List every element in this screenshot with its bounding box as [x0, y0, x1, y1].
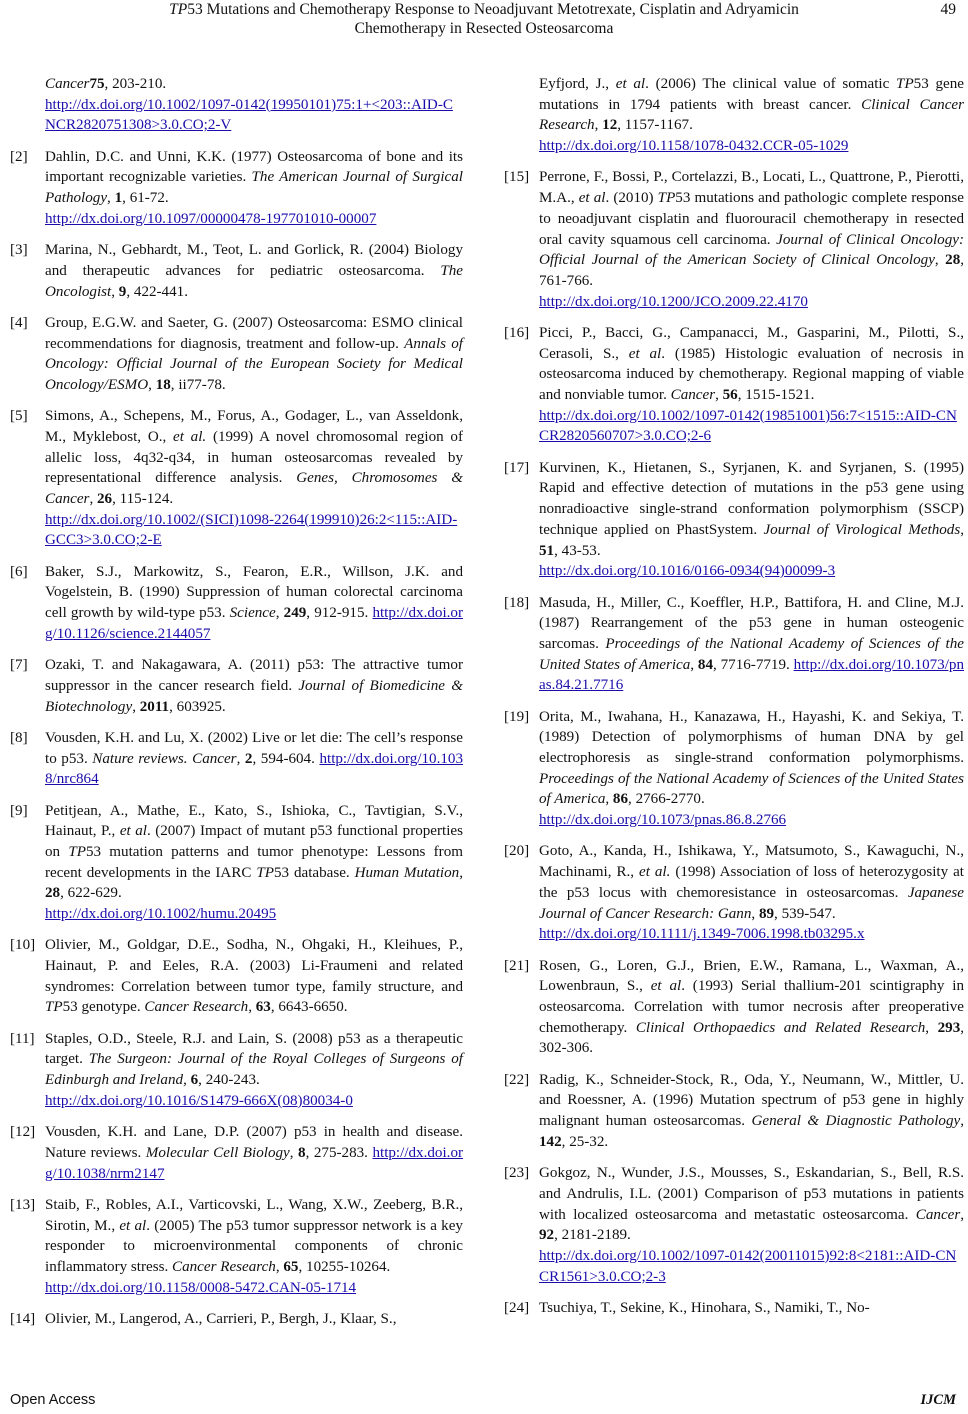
- reference-16: [16] Picci, P., Bacci, G., Campanacci, M., Gasparini, M., Pilotti, S., Cerasoli, S., et al. (1985) Histologic evaluation of necrosis in osteosarcoma induced by chemotherapy. Regional mapping of viable and nonviable tumor. Cancer, 56, 1515-1521. http://dx.doi.org/10.1002/1097-0142(19851001)56:7<1515::AID-CNCR2820560707>3.0.CO;2-6: [504, 324, 964, 445]
- doi-link[interactable]: http://dx.doi.org/10.1200/JCO.2009.22.4170: [539, 293, 808, 310]
- reference-10: [10] Olivier, M., Goldgar, D.E., Sodha, N., Ohgaki, H., Kleihues, P., Hainaut, P. and Eeles, R.A. (2003) Li-Fraumeni and related syndromes: Correlation between tumor type, family structure, and TP53 genotype. Cancer Research, 63, 6643-6650.: [10, 937, 463, 1016]
- reference-9: [9] Petitjean, A., Mathe, E., Kato, S., Ishioka, C., Tavtigian, S.V., Hainaut, P., et al. (2007) Impact of mutant p53 functional properties on TP53 mutation patterns and tumor phenotype: Lessons from recent developments in the IARC TP53 database. Human Mutation, 28, 622-629. http://dx.doi.org/10.1002/humu.20495: [10, 802, 464, 923]
- left-column: [10, 74, 463, 1340]
- journal-abbreviation: IJCM: [920, 1392, 956, 1408]
- reference-5: [5] Simons, A., Schepens, M., Forus, A., Godager, L., van Asseldonk, M., Myklebost, O., et al. (1999) A novel chromosomal region of allelic loss, 4q32-q34, in human osteosarcomas revealed by representational difference analysis. Genes, Chromosomes & Cancer, 26, 115-124. http://dx.doi.org/10.1002/(SICI)1098-2264(199910)26:2<115::AID-GCC3>3.0.CO;2-E: [10, 408, 463, 549]
- doi-link[interactable]: http://dx.doi.org/10.1038/nrc864: [45, 750, 463, 788]
- reference-11: [11] Staples, O.D., Steele, R.J. and Lain, S. (2008) p53 as a therapeutic target. The Surgeon: Journal of the Royal Colleges of Surgeons of Edinburgh and Ireland, 6, 240-243. http://dx.doi.org/10.1016/S1479-666X(08)80034-0: [10, 1030, 463, 1109]
- doi-link[interactable]: http://dx.doi.org/10.1038/nrm2147: [45, 1144, 464, 1182]
- running-title-line-1: TP53 Mutations and Chemotherapy Response to Neoadjuvant Metotrexate, Cisplatin and Adryamicin: [169, 1, 799, 18]
- reference-14: [14] Olivier, M., Langerod, A., Carrieri, P., Bergh, J., Klaar, S.,: [10, 1310, 397, 1327]
- reference-22: [22] Radig, K., Schneider-Stock, R., Oda, Y., Neumann, W., Mittler, U. and Roessner, A. (1996) Mutation spectrum of p53 gene in highly malignant human osteosarcomas. General & Diagnostic Pathology, 142, 25-32.: [504, 1071, 964, 1150]
- right-column: [504, 74, 964, 1329]
- reference-17: [17] Kurvinen, K., Hietanen, S., Syrjanen, K. and Syrjanen, S. (1995) Rapid and effective detection of mutations in the p53 gene using nonradioactive single-strand conformation polymorphism (SSCP) technique applied on PhastSystem. Journal of Virological Methods, 51, 43-53. http://dx.doi.org/10.1016/0166-0934(94)00099-3: [504, 459, 965, 580]
- reference-21: [21] Rosen, G., Loren, G.J., Brien, E.W., Ramana, L., Waxman, A., Lowenbraun, S., et al. (1993) Serial thallium-201 scintigraphy in osteosarcoma. Correlation with tumor necrosis after preoperative chemotherapy. Clinical Orthopaedics and Related Research, 293, 302-306.: [504, 957, 965, 1057]
- reference-1-continued: Cancer75, 203-210. http://dx.doi.org/10.1002/1097-0142(19950101)75:1+<203::AID-CNCR2820751308>3.0.CO;2-V: [45, 76, 453, 134]
- open-access-label: Open Access: [10, 1392, 96, 1408]
- running-title-line-2: Chemotherapy in Resected Osteosarcoma: [354, 20, 614, 37]
- page-header: [0, 0, 968, 44]
- reference-8: [8] Vousden, K.H. and Lu, X. (2002) Live or let die: The cell’s response to p53. Nature reviews. Cancer, 2, 594-604. http://dx.doi.org/10.1038/nrc864: [10, 729, 463, 788]
- reference-12: [12] Vousden, K.H. and Lane, D.P. (2007) p53 in health and disease. Nature reviews. Molecular Cell Biology, 8, 275-283. http://dx.doi.org/10.1038/nrm2147: [10, 1124, 464, 1182]
- doi-link[interactable]: http://dx.doi.org/10.1002/1097-0142(20011015)92:8<2181::AID-CNCR1561>3.0.CO;2-3: [539, 1247, 957, 1285]
- reference-18: [18] Masuda, H., Miller, C., Koeffler, H.P., Battifora, H. and Cline, M.J. (1987) Rearrangement of the p53 gene in human osteogenic sarcomas. Proceedings of the National Academy of Sciences of the United States of America, 84, 7716-7719. http://dx.doi.org/10.1073/pnas.84.21.7716: [504, 594, 965, 694]
- reference-7: [7] Ozaki, T. and Nakagawara, A. (2011) p53: The attractive tumor suppressor in the cancer research field. Journal of Biomedicine & Biotechnology, 2011, 603925.: [10, 657, 463, 715]
- doi-link[interactable]: http://dx.doi.org/10.1158/0008-5472.CAN-05-1714: [45, 1279, 357, 1296]
- reference-19: [19] Orita, M., Iwahana, H., Kanazawa, H., Hayashi, K. and Sekiya, T. (1989) Detection of polymorphisms of human DNA by gel electrophoresis as single-strand conformation polymorphisms. Proceedings of the National Academy of Sciences of the United States of America, 86, 2766-2770. http://dx.doi.org/10.1073/pnas.86.8.2766: [504, 708, 964, 829]
- reference-3: [3] Marina, N., Gebhardt, M., Teot, L. and Gorlick, R. (2004) Biology and therapeutic advances for pediatric osteosarcoma. The Oncologist, 9, 422-441.: [10, 242, 463, 300]
- doi-link[interactable]: http://dx.doi.org/10.1126/science.2144057: [45, 605, 463, 642]
- reference-20: [20] Goto, A., Kanda, H., Ishikawa, Y., Matsumoto, S., Kawaguchi, N., Machinami, R., et al. (1998) Association of loss of heterozygosity at the p53 locus with chemoresistance in osteosarcomas. Japanese Journal of Cancer Research: Gann, 89, 539-547. http://dx.doi.org/10.1111/j.1349-7006.1998.tb03295.x: [504, 843, 964, 943]
- reference-2: [2] Dahlin, D.C. and Unni, K.K. (1977) Osteosarcoma of bone and its important recognizable varieties. The American Journal of Surgical Pathology, 1, 61-72. http://dx.doi.org/10.1097/00000478-197701010-00007: [10, 148, 463, 227]
- reference-14-continued: Eyfjord, J., et al. (2006) The clinical value of somatic TP53 gene mutations in 1794 patients with breast cancer. Clinical Cancer Research, 12, 1157-1167. http://dx.doi.org/10.1158/1078-0432.CCR-05-1029: [539, 76, 964, 155]
- doi-link[interactable]: http://dx.doi.org/10.1073/pnas.86.8.2766: [539, 812, 787, 829]
- doi-link[interactable]: http://dx.doi.org/10.1073/pnas.84.21.7716: [539, 656, 965, 694]
- doi-link[interactable]: http://dx.doi.org/10.1016/0166-0934(94)00099-3: [539, 563, 836, 580]
- doi-link[interactable]: http://dx.doi.org/10.1158/1078-0432.CCR-05-1029: [539, 138, 849, 155]
- doi-link[interactable]: http://dx.doi.org/10.1016/S1479-666X(08)80034-0: [45, 1092, 353, 1109]
- reference-15: [15] Perrone, F., Bossi, P., Cortelazzi, B., Locati, L., Quattrone, P., Pierotti, M.A., et al. (2010) TP53 mutations and pathologic complete response to neoadjuvant cisplatin and fluorouracil chemotherapy in resected oral cavity squamous cell carcinoma. Journal of Clinical Oncology: Official Journal of the American Society of Clinical Oncology, 28, 761-766. http://dx.doi.org/10.1200/JCO.2009.22.4170: [504, 169, 965, 310]
- doi-link[interactable]: http://dx.doi.org/10.1097/00000478-197701010-00007: [45, 210, 377, 227]
- page-number: 49: [940, 1, 956, 18]
- doi-link[interactable]: http://dx.doi.org/10.1002/1097-0142(19851001)56:7<1515::AID-CNCR2820560707>3.0.CO;2-6: [539, 407, 957, 445]
- doi-link[interactable]: http://dx.doi.org/10.1002/1097-0142(19950101)75:1+<203::AID-CNCR2820751308>3.0.CO;2-V: [45, 96, 453, 134]
- doi-link[interactable]: http://dx.doi.org/10.1111/j.1349-7006.1998.tb03295.x: [539, 926, 865, 943]
- reference-24: [24] Tsuchiya, T., Sekine, K., Hinohara, S., Namiki, T., No-: [504, 1299, 870, 1316]
- doi-link[interactable]: http://dx.doi.org/10.1002/(SICI)1098-2264(199910)26:2<115::AID-GCC3>3.0.CO;2-E: [45, 511, 458, 549]
- reference-23: [23] Gokgoz, N., Wunder, J.S., Mousses, S., Eskandarian, S., Bell, R.S. and Andrulis, I.L. (2001) Comparison of p53 mutations in patients with localized osteosarcoma and metastatic osteosarcoma. Cancer, 92, 2181-2189. http://dx.doi.org/10.1002/1097-0142(20011015)92:8<2181::AID-CNCR1561>3.0.CO;2-3: [504, 1165, 964, 1285]
- reference-6: [6] Baker, S.J., Markowitz, S., Fearon, E.R., Willson, J.K. and Vogelstein, B. (1990) Suppression of human colorectal carcinoma cell growth by wild-type p53. Science, 249, 912-915. http://dx.doi.org/10.1126/science.2144057: [10, 563, 463, 642]
- reference-13: [13] Staib, F., Robles, A.I., Varticovski, L., Wang, X.W., Zeeberg, B.R., Sirotin, M., et al. (2005) The p53 tumor suppressor network is a key responder to microenvironmental components of chronic inflammatory stress. Cancer Research, 65, 10255-10264. http://dx.doi.org/10.1158/0008-5472.CAN-05-1714: [10, 1196, 463, 1296]
- reference-4: [4] Group, E.G.W. and Saeter, G. (2007) Osteosarcoma: ESMO clinical recommendations for diagnosis, treatment and follow-up. Annals of Oncology: Official Journal of the European Society for Medical Oncology/ESMO, 18, ii77-78.: [10, 314, 463, 393]
- doi-link[interactable]: http://dx.doi.org/10.1002/humu.20495: [45, 906, 277, 923]
